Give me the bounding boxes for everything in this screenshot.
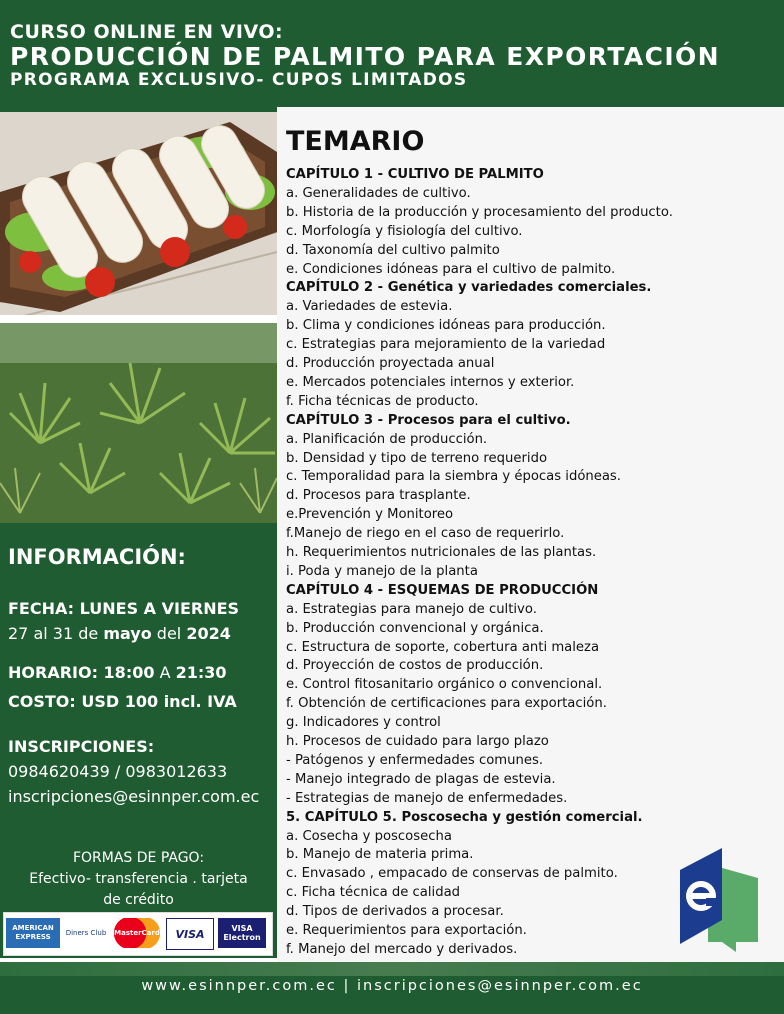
temario-item: b. Producción convencional y orgánica. — [286, 620, 544, 636]
temario-item: b. Historia de la producción y procesamiento del producto. — [286, 204, 673, 220]
amex-card: AMERICAN EXPRESS — [6, 918, 60, 948]
palmito-dish-photo — [0, 112, 277, 315]
temario-item: e. Control fitosanitario orgánico o convencional. — [286, 677, 603, 693]
temario-item: d. Producción proyectada anual — [286, 356, 495, 371]
temario-item: e.Prevención y Monitoreo — [286, 507, 454, 523]
fecha-days: 27 al 31 de — [8, 624, 104, 643]
course-subtitle: PROGRAMA EXCLUSIVO- CUPOS LIMITADOS — [10, 70, 468, 90]
horario-a: A — [154, 663, 176, 682]
temario-item: g. Indicadores y control — [286, 715, 441, 731]
fecha-del: del — [151, 624, 187, 643]
costo: COSTO: USD 100 incl. IVA — [8, 692, 237, 711]
temario-chapter-heading: CAPÍTULO 3 - Procesos para el cultivo. — [286, 412, 571, 428]
temario-chapter-heading: CAPÍTULO 4 - ESQUEMAS DE PRODUCCIÓN — [286, 582, 599, 598]
temario-item: d. Tipos de derivados a procesar. — [286, 904, 504, 920]
temario-item: d. Proyección de costos de producción. — [286, 658, 544, 674]
fecha-label: FECHA: LUNES A VIERNES — [8, 599, 240, 618]
temario-item: i. Poda y manejo de la planta — [286, 563, 478, 579]
payment-cards — [3, 912, 273, 956]
temario-chapter-heading: 5. CAPÍTULO 5. Poscosecha y gestión comercial. — [286, 809, 643, 825]
temario-item: a. Estrategias para manejo de cultivo. — [286, 601, 537, 617]
temario-item: f. Manejo del mercado y derivados. — [286, 941, 518, 957]
temario-item: c. Temporalidad para la siembra y épocas idóneas. — [286, 469, 621, 485]
temario-item: a. Variedades de estevia. — [286, 299, 453, 315]
horario-end: 21:30 — [175, 663, 227, 682]
temario-item: - Patógenos y enfermedades comunes. — [286, 752, 544, 768]
temario-chapter-heading: CAPÍTULO 1 - CULTIVO DE PALMITO — [286, 167, 544, 182]
course-title: PRODUCCIÓN DE PALMITO PARA EXPORTACIÓN — [10, 42, 720, 71]
temario-item: - Manejo integrado de plagas de estevia. — [286, 771, 556, 787]
temario-item: c. Envasado , empacado de conservas de palmito. — [286, 866, 618, 882]
fecha-month: mayo — [103, 624, 152, 643]
horario-label: HORARIO: — [8, 663, 104, 682]
inscripciones-label: INSCRIPCIONES: — [8, 737, 155, 756]
temario-item: c. Estrategias para mejoramiento de la variedad — [286, 337, 606, 353]
phone-numbers: 0984620439 / 0983012633 — [8, 762, 228, 781]
fecha-year: 2024 — [186, 624, 231, 643]
footer-contacts[interactable]: www.esinnper.com.ec | inscripciones@esinnper.com.ec — [141, 978, 643, 994]
visa-card: VISA — [166, 918, 214, 950]
esinnper-logo-icon — [676, 848, 766, 956]
temario-item: b. Clima y condiciones idóneas para producción. — [286, 318, 606, 334]
horario-start: 18:00 — [103, 663, 155, 682]
temario-item: f.Manejo de riego en el caso de requerirlo. — [286, 526, 565, 542]
horario — [8, 663, 227, 682]
temario-item: c. Estructura de soporte, cobertura anti maleza — [286, 639, 600, 655]
temario-item: h. Requerimientos nutricionales de las plantas. — [286, 545, 597, 560]
temario-item: a. Generalidades de cultivo. — [286, 185, 471, 201]
diners-card: Diners Club — [64, 918, 108, 948]
temario-item: h. Procesos de cuidado para largo plazo — [286, 734, 549, 749]
info-title: INFORMACIÓN: — [8, 545, 186, 569]
temario-item: e. Mercados potenciales internos y exterior. — [286, 374, 575, 390]
temario-item: f. Obtención de certificaciones para exportación. — [286, 696, 607, 712]
fecha-dates — [8, 624, 231, 643]
temario-item: a. Cosecha y poscosecha — [286, 828, 452, 844]
temario-item: b. Manejo de materia prima. — [286, 847, 474, 863]
temario-chapter-heading: CAPÍTULO 2 - Genética y variedades comerciales. — [286, 280, 652, 296]
temario-item: - Estrategias de manejo de enfermedades. — [286, 790, 568, 806]
temario-title: TEMARIO — [286, 126, 425, 157]
contact-email[interactable]: inscripciones@esinnper.com.ec — [8, 787, 260, 806]
visa-electron-card: VISA Electron — [218, 918, 266, 948]
mastercard-card: MasterCard — [114, 918, 160, 948]
temario-item: a. Planificación de producción. — [286, 431, 488, 447]
temario-item: c. Ficha técnica de calidad — [286, 885, 461, 901]
payment-title: FORMAS DE PAGO: — [72, 850, 205, 866]
temario-item: e. Requerimientos para exportación. — [286, 923, 527, 938]
temario-item: f. Ficha técnicas de producto. — [286, 393, 479, 409]
course-mode-label: CURSO ONLINE EN VIVO: — [10, 21, 284, 43]
temario-item: d. Procesos para trasplante. — [286, 488, 471, 504]
payment-methods-cont: de crédito — [103, 892, 174, 908]
payment-methods: Efectivo- transferencia . tarjeta — [29, 871, 248, 887]
footer-stripe — [0, 962, 784, 976]
temario-item: e. Condiciones idóneas para el cultivo de palmito. — [286, 261, 616, 277]
temario-item: d. Taxonomía del cultivo palmito — [286, 242, 500, 258]
temario-item: b. Densidad y tipo de terreno requerido — [286, 450, 548, 466]
palm-plantation-photo — [0, 323, 277, 523]
temario-item: c. Morfología y fisiología del cultivo. — [286, 223, 523, 239]
